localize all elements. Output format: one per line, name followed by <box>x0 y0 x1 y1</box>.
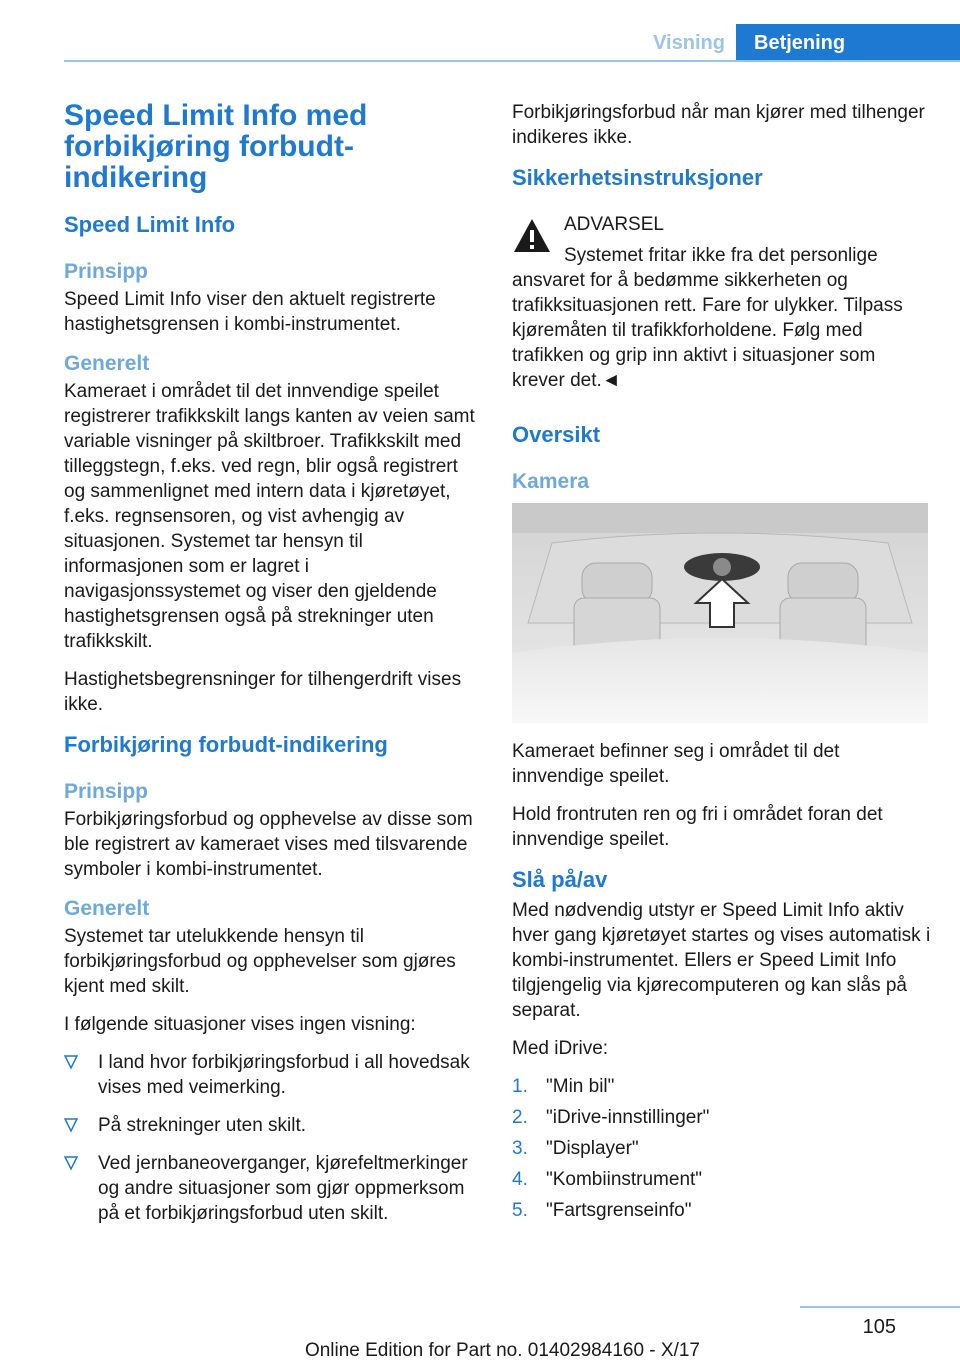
list-item <box>512 1167 932 1192</box>
subheading-general-2: Generelt <box>64 897 150 920</box>
step-text: "Fartsgrenseinfo" <box>546 1200 692 1221</box>
page-title: Speed Limit Info med forbikjøring forbudt-indikering <box>64 99 368 194</box>
step-list <box>512 1074 932 1223</box>
paragraph-camera: Kameraet befinner seg i området til det innvendige speilet. <box>512 741 840 787</box>
warning-title: ADVARSEL <box>564 214 664 235</box>
triangle-bullet-icon <box>64 1155 78 1171</box>
step-number: 1. <box>512 1076 528 1097</box>
paragraph-general-2: Systemet tar utelukkende hensyn til forbikjøringsforbud og opphevelser som gjøres kjent med skilt. <box>64 926 456 997</box>
section-heading-no-overtaking: Forbikjøring forbudt-indikering <box>64 732 388 757</box>
list-item <box>64 1113 478 1138</box>
tab-visning[interactable]: Visning <box>653 32 725 54</box>
left-column <box>64 100 478 1239</box>
list-item <box>512 1105 932 1130</box>
header-divider <box>64 60 960 62</box>
subheading-camera: Kamera <box>512 470 590 493</box>
section-heading-on-off: Slå på/av <box>512 867 608 892</box>
step-number: 2. <box>512 1107 528 1128</box>
list-item-text: På strekninger uten skilt. <box>98 1115 307 1136</box>
paragraph-trailer: Forbikjøringsforbud når man kjører med tilhenger indikeres ikke. <box>512 102 925 148</box>
subheading-principle-2: Prinsipp <box>64 780 149 803</box>
warning-text: Systemet fritar ikke fra det personlige ansvaret for å bedømme sikkerheten og trafikksituasjonen rett. Fare for ulykker. Tilpass kjøremåten til trafikkforholdene. Følg med trafikken og grip inn aktivt i situasjoner som krever det.◄ <box>512 245 903 391</box>
step-text: "Displayer" <box>546 1138 639 1159</box>
step-number: 3. <box>512 1138 528 1159</box>
list-item-text: Ved jernbaneoverganger, kjørefeltmerkinger og andre situasjoner som gjør oppmerksom på et forbikjøringsforbud uten skilt. <box>98 1153 468 1224</box>
subheading-general-1: Generelt <box>64 352 150 375</box>
camera-location-illustration <box>512 503 928 723</box>
paragraph-general-2b: I følgende situasjoner vises ingen visning: <box>64 1014 416 1035</box>
header-tabs <box>642 24 960 62</box>
step-text: "Min bil" <box>546 1076 615 1097</box>
step-text: "iDrive-innstillinger" <box>546 1107 710 1128</box>
paragraph-general-1: Kameraet i området til det innvendige speilet registrerer trafikkskilt langs kanten av veien samt variable visninger på skiltbroer. Trafikkskilt med tilleggstegn, f.eks. ved regn, blir også registrert og sammenlignet med intern data i kjøretøyet, f.eks. regnsensoren, og vist avhengig av situasjonen. Systemet tar hensyn til informasjonen som er lagret i navigasjonssystemet og viser den gjeldende hastighetsgrensen også på strekninger uten trafikkskilt. <box>64 381 475 652</box>
footer-divider <box>800 1306 960 1308</box>
paragraph-on-off: Med nødvendig utstyr er Speed Limit Info aktiv hver gang kjøretøyet startes og vises automatisk i kombi-instrumentet. Ellers er Speed Limit Info tilgjengelig via kjørecomputeren og kan slås på separat. <box>512 900 931 1021</box>
step-number: 4. <box>512 1169 528 1190</box>
warning-icon <box>512 216 552 256</box>
tab-betjening[interactable]: Betjening <box>736 24 960 62</box>
bullet-list <box>64 1050 478 1226</box>
section-heading-speed-limit-info: Speed Limit Info <box>64 212 236 237</box>
triangle-bullet-icon <box>64 1054 78 1070</box>
footer-edition: Online Edition for Part no. 01402984160 - X/17 <box>304 1340 700 1361</box>
paragraph-camera-2: Hold frontruten ren og fri i området foran det innvendige speilet. <box>512 804 883 850</box>
list-item <box>512 1074 932 1099</box>
list-item <box>512 1198 932 1223</box>
paragraph-idrive: Med iDrive: <box>512 1038 609 1059</box>
subheading-principle-1: Prinsipp <box>64 260 149 283</box>
paragraph-general-1b: Hastighetsbegrensninger for tilhengerdrift vises ikke. <box>64 669 462 715</box>
paragraph-principle-2: Forbikjøringsforbud og opphevelse av disse som ble registrert av kameraet vises med tilsvarende symboler i kombi-instrumentet. <box>64 809 473 880</box>
list-item <box>512 1136 932 1161</box>
paragraph-principle-1: Speed Limit Info viser den aktuelt registrerte hastighetsgrensen i kombi-instrumentet. <box>64 289 436 335</box>
section-heading-overview: Oversikt <box>512 422 601 447</box>
list-item <box>64 1050 478 1100</box>
section-heading-safety: Sikkerhetsinstruksjoner <box>512 165 763 190</box>
page-number: 105 <box>862 1316 896 1338</box>
list-item-text: I land hvor forbikjøringsforbud i all hovedsak vises med veimerking. <box>98 1052 470 1098</box>
step-number: 5. <box>512 1200 528 1221</box>
warning-box <box>512 212 932 393</box>
step-text: "Kombiinstrument" <box>546 1169 703 1190</box>
triangle-bullet-icon <box>64 1117 78 1133</box>
list-item <box>64 1151 478 1226</box>
right-column <box>512 100 932 1229</box>
